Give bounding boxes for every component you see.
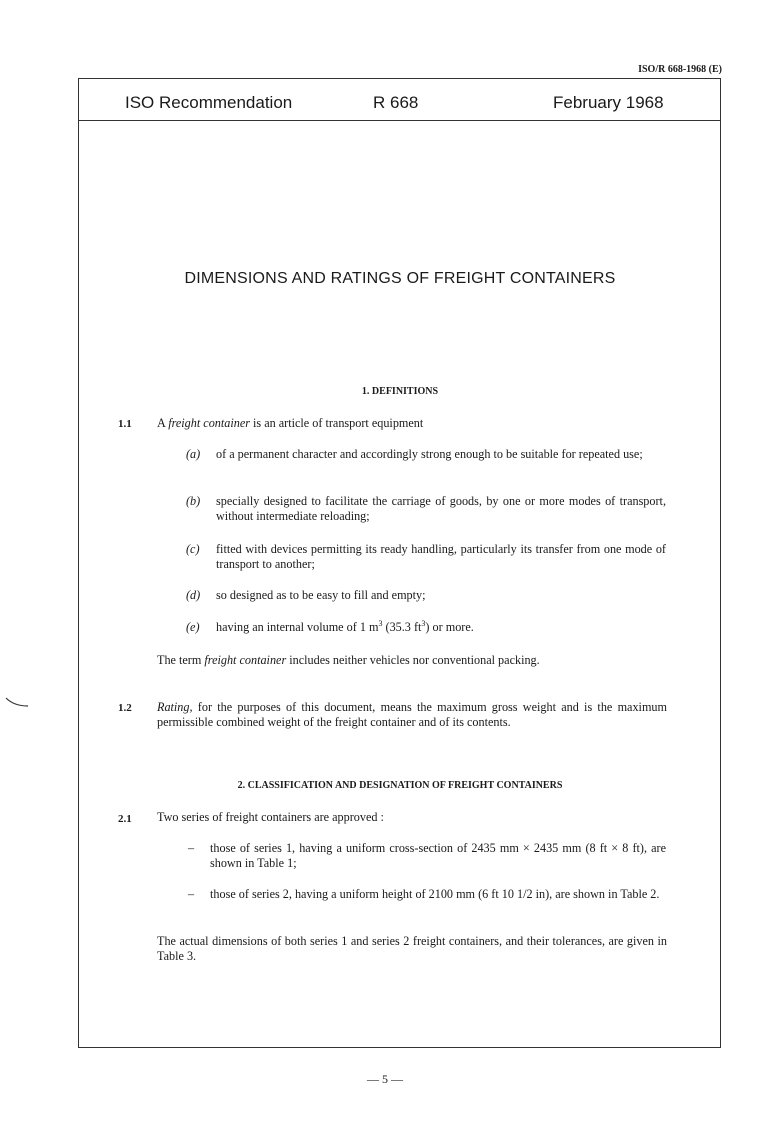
header-organization: ISO Recommendation — [125, 93, 293, 112]
page-number: — 5 — — [367, 1072, 403, 1086]
clause-1-2-number: 1.2 — [118, 702, 132, 714]
item-text: having an internal volume of 1 $m^3$ (35.3 $ft^3$) or more. — [216, 618, 474, 634]
clause-2-1-lead: Two series of freight containers are approved : — [157, 810, 384, 824]
item-label: (c) — [186, 542, 200, 556]
bullet-dash: – — [188, 887, 195, 901]
list-item: those of series 2, having a uniform height of 2100 mm (6 ft 10 1/2 in), are shown in Table 2. — [210, 887, 660, 901]
item-text: fitted with devices permitting its ready handling, particularly its transfer from one mode of transport to another; — [216, 542, 666, 571]
item-text: of a permanent character and accordingly strong enough to be suitable for repeated use; — [216, 447, 643, 461]
clause-1-2-text: Rating, for the purposes of this document, means the maximum gross weight and is the maximum permissible combined weight of the freight container and of its contents. — [157, 700, 667, 729]
list-item: those of series 1, having a uniform cross-section of 2435 mm × 2435 mm (8 ft × 8 ft), are shown in Table 1; — [210, 841, 666, 870]
clause-1-1-number: 1.1 — [118, 418, 132, 430]
clause-2-1-closing: The actual dimensions of both series 1 and series 2 freight containers, and their tolerances, are given in Table 3. — [157, 934, 667, 963]
document-title: DIMENSIONS AND RATINGS OF FREIGHT CONTAINERS — [184, 270, 616, 287]
item-label: (e) — [186, 620, 200, 634]
item-label: (d) — [186, 588, 201, 602]
scan-mark-icon — [4, 695, 30, 709]
document-reference: ISO/R 668-1968 (E) — [638, 64, 722, 75]
term-freight-container: freight container — [168, 416, 250, 430]
section-2-heading: 2. CLASSIFICATION AND DESIGNATION OF FREIGHT CONTAINERS — [237, 780, 563, 791]
clause-1-1-lead: A freight container is an article of transport equipment — [157, 416, 424, 430]
item-label: (a) — [186, 447, 201, 461]
clause-2-1-number: 2.1 — [118, 813, 132, 825]
term-freight-container: freight container — [204, 653, 287, 667]
item-text: specially designed to facilitate the carriage of goods, by one or more modes of transport, without intermediate reloading; — [216, 494, 666, 523]
bullet-dash: – — [188, 841, 195, 855]
item-label: (b) — [186, 494, 201, 508]
header-recommendation-number: R 668 — [373, 93, 419, 112]
section-1-heading: 1. DEFINITIONS — [361, 386, 439, 397]
header-divider — [78, 120, 721, 121]
item-text: so designed as to be easy to fill and empty; — [216, 588, 426, 602]
term-rating: Rating, — [157, 700, 193, 714]
clause-1-1-closing: The term freight container includes neither vehicles nor conventional packing. — [157, 653, 540, 667]
header-date: February 1968 — [553, 93, 664, 112]
